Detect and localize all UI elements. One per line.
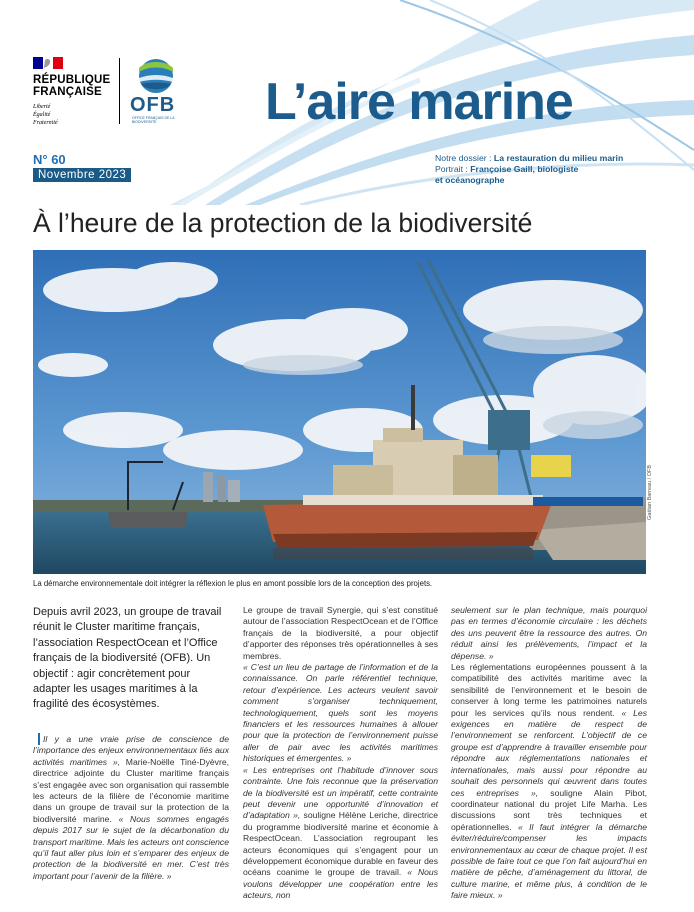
photo-caption: La démarche environnementale doit intégrer la réflexion le plus en amont possible lors de la conception des projets.: [33, 579, 433, 588]
dossier-topic: La restauration du milieu marin: [493, 153, 624, 163]
col2-paragraph-2: souligne Hélène Leriche, directrice du programme biodiversité marine et économie à RespectOcean. L’association regroupant les acteurs économiques qui s’engagent pour un développement économique durable en faveur des océans coanime le groupe de travail.: [243, 810, 438, 878]
opening-quote: Il y a une vraie prise de conscience de l’importance des enjeux environnementaux liés aux activités maritimes »,: [33, 734, 229, 767]
portrait-label: Portrait :: [435, 164, 471, 174]
col2-quote-2: « Les entreprises ont l’habitude d’innover sous contrainte. Une fois reconnue que la préservation de la biodiversité est un impératif, cette contrainte peut devenir une opportunité d’innovation et d’adaptation »,: [243, 764, 438, 821]
ofb-globe-icon: [136, 58, 176, 94]
issue-number: N° 60: [33, 152, 66, 167]
ofb-wordmark: OFB: [130, 94, 176, 116]
article-headline: À l’heure de la protection de la biodiversité: [33, 208, 533, 238]
article-intro: Depuis avril 2023, un groupe de travail réunit le Cluster maritime français, l’association RespectOcean et l’Office français de la biodiversité (OFB). Un objectif : agir concrètement pour adapter les usages maritimes à la fragilité des écosystèmes.: [33, 606, 222, 711]
col1-paragraph: Marie-Noëlle Tiné-Dyèvre, directrice adjointe du Cluster maritime français s’est engagée avec son organisation qui rassemble les acteurs de la filière de l’économie maritime dans un groupe de travail sur la protection de la biodiversité marine.: [33, 756, 229, 824]
col1-quote-2: « Nous sommes engagés depuis 2017 sur le sujet de la décarbonation du transport maritime. Mais les acteurs ont conscience qu’il faut aller plus loin et s’emparer des enjeux de protection de la biodiversité en mer. C’est très important pour l’avenir de la filière. »: [33, 813, 229, 881]
issue-teaser: [435, 153, 623, 186]
portrait-name: Françoise Gaill, biologiste: [470, 164, 579, 174]
col3-paragraph-1: Les réglementations européennes poussent à la compatibilité des activités maritime avec la sensibilité de l’environnement et le besoin de conserver à long terme les patrimoines naturels pour les services qu’ils nous rendent.: [451, 662, 647, 718]
government-name: RÉPUBLIQUE FRANÇAISE: [33, 74, 111, 98]
marianne-logo-icon: [33, 57, 63, 69]
col2-quote-1: « C’est un lieu de partage de l’information et de la connaissance. On parle référentiel technique, retour d’expérience. Les acteurs veulent savoir comment s’organiser techniquement, technologiquement, quels sont les moyens financiers et les ressources humaines à allouer pour que la protection de l’environnement puisse aller de pair avec les activités maritimes historiques et émergentes. »: [243, 662, 438, 764]
article-column-1: [33, 734, 229, 882]
col2-quote-3: « Nous voulons développer une coopération entre les acteurs, non: [243, 867, 439, 901]
dossier-label: Notre dossier :: [435, 153, 494, 163]
col3-paragraph-2: souligne Alain Pibot, coordinateur national du projet Life Marha. Les discussions sont très techniques et opérationnelles.: [451, 787, 648, 832]
col3-quote-2: « Les exigences en matière de respect de l’environnement se renforcent. L’objectif de ce groupe est d’apprendre à travailler ensemble pour répondre aux réglementations nationales et internationales, mais aussi pour répondre au souhait des personnels qui œuvrent dans toutes ces entreprises »,: [451, 707, 647, 798]
article-column-3: [451, 605, 647, 902]
col2-paragraph-1: Le groupe de travail Synergie, qui s’est constitué autour de l’association RespectOcean et de l’Office français de la biodiversité, a pour objectif d’apporter des réponses très opérationnelles à ses membres.: [243, 605, 438, 661]
col3-quote-1: seulement sur le plan technique, mais pourquoi pas en termes d’économie circulaire : les déchets des uns peuvent être la ressource des autres. On réduit ainsi les prélèvements, l’impact et la dépense. »: [451, 605, 647, 661]
harbor-dredger-photo: [33, 250, 646, 574]
ofb-fullname: OFFICE FRANÇAIS DE LA BIODIVERSITÉ: [132, 116, 175, 124]
masthead-title: L’aire marine: [265, 73, 573, 131]
issue-date: Novembre 2023: [33, 168, 131, 182]
portrait-role: et océanographe: [435, 175, 505, 185]
article-column-2: [243, 605, 438, 902]
col3-quote-3: « Il faut intégrer la démarche éviter/réduire/compenser les impacts environnementaux au cœur de chaque projet. Il est possible de faire tout ce que l’on fait aujourd’hui en matière de pêche, d’aménagement du littoral, de culture marine, et même plus, à condition de le faire mieux. »: [451, 821, 647, 901]
photo-credit: Gaëtan Barreau / OFB: [647, 464, 653, 520]
government-motto: Liberté Égalité Fraternité: [33, 104, 58, 126]
logo-divider: [119, 58, 120, 124]
